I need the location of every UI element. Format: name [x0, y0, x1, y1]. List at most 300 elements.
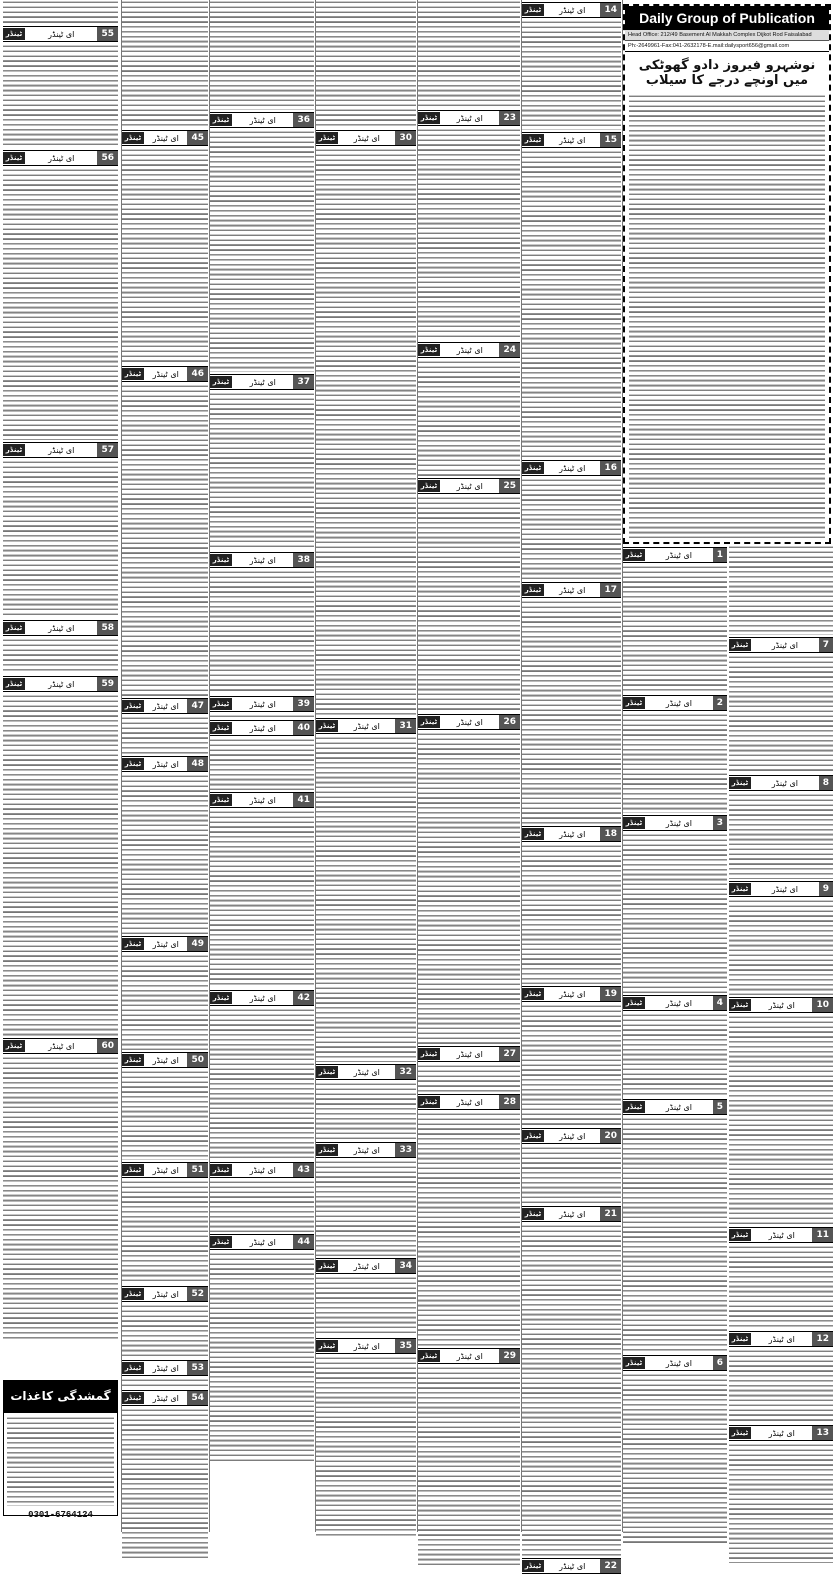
body-text-block — [418, 1112, 520, 1346]
tender-tag: ٹینڈر — [316, 1144, 338, 1156]
tender-number: 48 — [187, 757, 208, 771]
body-text-block — [3, 460, 118, 618]
tender-header — [3, 676, 118, 692]
tender-tag: ٹینڈر — [210, 376, 232, 388]
body-text-block — [729, 793, 833, 879]
tender-header-title: ای ٹینڈر — [152, 1055, 179, 1065]
body-text-block — [122, 1180, 208, 1284]
tender-header — [210, 374, 314, 390]
tender-header-title: ای ٹینڈر — [48, 445, 75, 455]
body-text-block — [522, 150, 621, 458]
tender-tag: ٹینڈر — [418, 1048, 440, 1060]
contact-line: Ph:-2649961-Fax:041-2632178-E.mail:dailysport656@gmail.com — [625, 41, 829, 52]
body-text-block — [3, 638, 118, 674]
tender-header — [122, 698, 208, 714]
tender-tag: ٹینڈر — [418, 1096, 440, 1108]
body-text-block — [623, 1013, 727, 1097]
tender-header-title: ای ٹینڈر — [152, 369, 179, 379]
tender-number: 33 — [395, 1143, 416, 1157]
tender-header-title: ای ٹینڈر — [48, 679, 75, 689]
body-text-block — [729, 1015, 833, 1225]
tender-header — [316, 130, 416, 146]
tender-header — [418, 1348, 520, 1364]
tender-number: 44 — [293, 1235, 314, 1249]
tender-tag: ٹینڈر — [729, 777, 751, 789]
tender-header — [522, 986, 621, 1002]
tender-header-title: ای ٹینڈر — [249, 1165, 276, 1175]
tender-number: 15 — [600, 133, 621, 147]
tender-number: 57 — [97, 443, 118, 457]
body-text-block — [316, 1276, 416, 1336]
tender-header-title: ای ٹینڈر — [353, 1145, 380, 1155]
body-text-block — [418, 0, 520, 108]
body-text-block — [210, 0, 314, 110]
body-text-block — [210, 570, 314, 694]
tender-header — [522, 1206, 621, 1222]
tender-header-title: ای ٹینڈر — [249, 555, 276, 565]
tender-number: 50 — [187, 1053, 208, 1067]
tender-header — [522, 132, 621, 148]
tender-number: 43 — [293, 1163, 314, 1177]
tender-tag: ٹینڈر — [3, 622, 25, 634]
tender-header — [522, 1558, 621, 1574]
body-text-block — [522, 844, 621, 984]
tender-tag: ٹینڈر — [3, 678, 25, 690]
tender-header-title: ای ٹینڈر — [559, 5, 586, 15]
tender-header-title: ای ٹینڈر — [249, 115, 276, 125]
tender-tag: ٹینڈر — [418, 1350, 440, 1362]
tender-header — [729, 1425, 833, 1441]
body-text-block — [418, 732, 520, 1044]
tender-header-title: ای ٹینڈر — [665, 818, 692, 828]
body-text-block — [522, 478, 621, 580]
tender-tag: ٹینڈر — [623, 1357, 645, 1369]
tender-number: 30 — [395, 131, 416, 145]
tender-tag: ٹینڈر — [210, 554, 232, 566]
tender-number: 18 — [600, 827, 621, 841]
body-text-block — [522, 1004, 621, 1126]
tender-tag: ٹینڈر — [522, 584, 544, 596]
tender-number: 12 — [812, 1332, 833, 1346]
tender-header — [3, 26, 118, 42]
body-text-block — [629, 94, 825, 538]
tender-header-title: ای ٹینڈر — [152, 1393, 179, 1403]
tender-tag: ٹینڈر — [522, 4, 544, 16]
body-text-block — [210, 1252, 314, 1462]
tender-header — [729, 997, 833, 1013]
body-text-block — [122, 954, 208, 1050]
tender-header-title: ای ٹینڈر — [559, 1209, 586, 1219]
body-text-block — [122, 716, 208, 754]
tender-tag: ٹینڈر — [210, 794, 232, 806]
tender-header — [316, 1064, 416, 1080]
tender-tag: ٹینڈر — [522, 828, 544, 840]
column-5 — [417, 0, 520, 1532]
tender-tag: ٹینڈر — [522, 134, 544, 146]
tender-header-title: ای ٹینڈر — [768, 1334, 795, 1344]
tender-number: 34 — [395, 1259, 416, 1273]
body-text-block — [122, 1304, 208, 1358]
tender-header — [122, 366, 208, 382]
tender-number: 55 — [97, 27, 118, 41]
tender-number: 27 — [499, 1047, 520, 1061]
tender-number: 40 — [293, 721, 314, 735]
body-text-block — [418, 128, 520, 340]
tender-tag: ٹینڈر — [122, 1054, 144, 1066]
tender-tag: ٹینڈر — [522, 1208, 544, 1220]
tender-header — [522, 582, 621, 598]
body-text-block — [729, 1349, 833, 1423]
tender-tag: ٹینڈر — [522, 462, 544, 474]
tender-number: 56 — [97, 151, 118, 165]
tender-number: 36 — [293, 113, 314, 127]
tender-number: 16 — [600, 461, 621, 475]
tender-header-title: ای ٹینڈر — [559, 585, 586, 595]
tender-header-title: ای ٹینڈر — [48, 1041, 75, 1051]
tender-number: 47 — [187, 699, 208, 713]
lead-article — [629, 94, 825, 538]
tender-header — [418, 1046, 520, 1062]
tender-tag: ٹینڈر — [122, 1164, 144, 1176]
tender-number: 39 — [293, 697, 314, 711]
tender-header — [418, 342, 520, 358]
tender-header — [3, 442, 118, 458]
tender-number: 51 — [187, 1163, 208, 1177]
tender-tag: ٹینڈر — [122, 368, 144, 380]
tender-header — [623, 1099, 727, 1115]
tender-header-title: ای ٹینڈر — [353, 721, 380, 731]
body-text-block — [210, 810, 314, 988]
tender-header — [210, 696, 314, 712]
tender-tag: ٹینڈر — [122, 938, 144, 950]
tender-number: 3 — [713, 816, 727, 830]
tender-number: 49 — [187, 937, 208, 951]
tender-tag: ٹینڈر — [122, 132, 144, 144]
tender-header-title: ای ٹینڈر — [559, 1561, 586, 1571]
body-text-block — [210, 130, 314, 372]
tender-tag: ٹینڈر — [623, 1101, 645, 1113]
tender-header — [623, 995, 727, 1011]
tender-number: 41 — [293, 793, 314, 807]
body-text-block — [122, 1408, 208, 1558]
tender-number: 29 — [499, 1349, 520, 1363]
column-6 — [521, 0, 621, 1571]
tender-tag: ٹینڈر — [210, 992, 232, 1004]
tender-header — [210, 112, 314, 128]
body-text-block — [316, 736, 416, 1062]
tender-number: 2 — [713, 696, 727, 710]
tender-header-title: ای ٹینڈر — [768, 1428, 795, 1438]
tender-header-title: ای ٹینڈر — [48, 29, 75, 39]
tender-tag: ٹینڈر — [122, 1362, 144, 1374]
tender-header-title: ای ٹینڈر — [456, 1097, 483, 1107]
masthead — [623, 4, 831, 544]
body-text-block — [3, 1056, 118, 1341]
tender-tag: ٹینڈر — [418, 112, 440, 124]
body-text-block — [623, 713, 727, 813]
tender-header — [729, 775, 833, 791]
tender-number: 59 — [97, 677, 118, 691]
tender-number: 24 — [499, 343, 520, 357]
tender-tag: ٹینڈر — [522, 988, 544, 1000]
tender-header-title: ای ٹینڈر — [152, 701, 179, 711]
tender-header — [522, 460, 621, 476]
body-text-block — [316, 0, 416, 128]
tender-header — [729, 881, 833, 897]
tender-number: 23 — [499, 111, 520, 125]
tender-tag: ٹینڈر — [729, 1229, 751, 1241]
tender-header-title: ای ٹینڈر — [152, 1363, 179, 1373]
tender-header-title: ای ٹینڈر — [665, 1102, 692, 1112]
tender-number: 7 — [819, 638, 833, 652]
column-3 — [209, 0, 314, 1532]
tender-header — [418, 478, 520, 494]
tender-tag: ٹینڈر — [623, 817, 645, 829]
tender-number: 38 — [293, 553, 314, 567]
tender-header-title: ای ٹینڈر — [353, 1067, 380, 1077]
tender-tag: ٹینڈر — [3, 1040, 25, 1052]
body-text-block — [418, 496, 520, 712]
tender-header — [122, 1390, 208, 1406]
tender-header — [3, 1038, 118, 1054]
tender-header-title: ای ٹینڈر — [771, 884, 798, 894]
tender-header — [729, 1331, 833, 1347]
tender-tag: ٹینڈر — [3, 444, 25, 456]
body-text-block — [729, 1245, 833, 1329]
body-text-block — [3, 694, 118, 1036]
column-4 — [315, 0, 416, 1532]
tender-header — [316, 718, 416, 734]
tender-header — [210, 1162, 314, 1178]
tender-header — [210, 720, 314, 736]
tender-header — [316, 1142, 416, 1158]
body-text-block — [522, 1146, 621, 1204]
tender-tag: ٹینڈر — [210, 698, 232, 710]
tender-header-title: ای ٹینڈر — [665, 698, 692, 708]
tender-header-title: ای ٹینڈر — [152, 1289, 179, 1299]
tender-header — [122, 1286, 208, 1302]
tender-number: 1 — [713, 548, 727, 562]
tender-tag: ٹینڈر — [122, 1288, 144, 1300]
tender-tag: ٹینڈر — [210, 114, 232, 126]
tender-number: 52 — [187, 1287, 208, 1301]
tender-number: 5 — [713, 1100, 727, 1114]
tender-tag: ٹینڈر — [418, 716, 440, 728]
body-text-block — [210, 392, 314, 550]
body-text-block — [418, 1366, 520, 1566]
tender-header — [418, 110, 520, 126]
tender-number: 8 — [819, 776, 833, 790]
tender-tag: ٹینڈر — [316, 720, 338, 732]
tender-number: 4 — [713, 996, 727, 1010]
tender-header — [122, 1052, 208, 1068]
body-text-block — [316, 1082, 416, 1140]
tender-number: 17 — [600, 583, 621, 597]
tender-tag: ٹینڈر — [729, 1333, 751, 1345]
tender-tag: ٹینڈر — [729, 883, 751, 895]
tender-tag: ٹینڈر — [316, 1340, 338, 1352]
tender-header-title: ای ٹینڈر — [456, 1351, 483, 1361]
tender-number: 45 — [187, 131, 208, 145]
tender-header — [418, 714, 520, 730]
body-text-block — [3, 44, 118, 148]
tender-header-title: ای ٹینڈر — [152, 759, 179, 769]
body-text-block — [623, 1373, 727, 1543]
tender-number: 21 — [600, 1207, 621, 1221]
tender-number: 53 — [187, 1361, 208, 1375]
tender-tag: ٹینڈر — [522, 1560, 544, 1572]
tender-header — [122, 756, 208, 772]
tender-header-title: ای ٹینڈر — [249, 993, 276, 1003]
tender-number: 31 — [395, 719, 416, 733]
tender-number: 6 — [713, 1356, 727, 1370]
tender-number: 14 — [600, 3, 621, 17]
missing-documents-title: گمشدگی کاغذات — [3, 1380, 118, 1412]
body-text-block — [316, 1160, 416, 1256]
tender-header — [316, 1338, 416, 1354]
tender-header-title: ای ٹینڈر — [152, 1165, 179, 1175]
tender-tag: ٹینڈر — [122, 1392, 144, 1404]
tender-header — [210, 990, 314, 1006]
tender-header — [122, 1360, 208, 1376]
body-text-block — [418, 1064, 520, 1092]
tender-tag: ٹینڈر — [316, 132, 338, 144]
tender-header-title: ای ٹینڈر — [353, 1261, 380, 1271]
office-address: Head Office: 212/49 Basement Al Makkah Complex Dijkot Rod Faisalabad — [625, 30, 829, 41]
tender-number: 11 — [812, 1228, 833, 1242]
tender-header-title: ای ٹینڈر — [768, 1230, 795, 1240]
missing-documents-phone: 0301-6764124 — [28, 1510, 93, 1520]
tender-tag: ٹینڈر — [316, 1260, 338, 1272]
tender-number: 37 — [293, 375, 314, 389]
tender-header — [122, 130, 208, 146]
tender-header — [623, 695, 727, 711]
body-text-block — [522, 600, 621, 824]
tender-header-title: ای ٹینڈر — [665, 1358, 692, 1368]
publication-title: Daily Group of Publication — [625, 6, 829, 30]
tender-header — [623, 815, 727, 831]
body-text-block — [729, 1443, 833, 1563]
tender-tag: ٹینڈر — [623, 997, 645, 1009]
tender-tag: ٹینڈر — [418, 480, 440, 492]
tender-header-title: ای ٹینڈر — [456, 1049, 483, 1059]
body-text-block — [418, 360, 520, 476]
body-text-block — [522, 1224, 621, 1556]
body-text-block — [316, 148, 416, 716]
tender-number: 26 — [499, 715, 520, 729]
tender-header-title: ای ٹینڈر — [48, 623, 75, 633]
tender-header-title: ای ٹینڈر — [48, 153, 75, 163]
tender-header-title: ای ٹینڈر — [559, 1131, 586, 1141]
body-text-block — [316, 1356, 416, 1536]
tender-tag: ٹینڈر — [623, 549, 645, 561]
tender-number: 54 — [187, 1391, 208, 1405]
body-text-block — [122, 0, 208, 128]
tender-tag: ٹینڈر — [316, 1066, 338, 1078]
tender-header-title: ای ٹینڈر — [249, 1237, 276, 1247]
body-text-block — [3, 0, 118, 24]
tender-tag: ٹینڈر — [122, 758, 144, 770]
body-text-block — [522, 20, 621, 130]
tender-number: 20 — [600, 1129, 621, 1143]
tender-header — [3, 620, 118, 636]
tender-tag: ٹینڈر — [3, 28, 25, 40]
tender-header — [623, 547, 727, 563]
body-text-block — [3, 168, 118, 440]
tender-header-title: ای ٹینڈر — [353, 133, 380, 143]
tender-tag: ٹینڈر — [418, 344, 440, 356]
tender-tag: ٹینڈر — [3, 152, 25, 164]
tender-header — [210, 1234, 314, 1250]
tender-tag: ٹینڈر — [210, 722, 232, 734]
tender-header-title: ای ٹینڈر — [456, 113, 483, 123]
body-text-block — [729, 545, 833, 635]
column-2 — [121, 0, 208, 1532]
body-text-block — [729, 655, 833, 773]
tender-number: 58 — [97, 621, 118, 635]
tender-header — [122, 936, 208, 952]
tender-header — [522, 826, 621, 842]
tender-tag: ٹینڈر — [623, 697, 645, 709]
body-text-block — [623, 833, 727, 993]
tender-header-title: ای ٹینڈر — [249, 795, 276, 805]
tender-header — [316, 1258, 416, 1274]
tender-header-title: ای ٹینڈر — [771, 640, 798, 650]
body-text-block — [623, 1117, 727, 1353]
tender-header — [623, 1355, 727, 1371]
tender-number: 19 — [600, 987, 621, 1001]
tender-header-title: ای ٹینڈر — [456, 481, 483, 491]
tender-header-title: ای ٹینڈر — [456, 345, 483, 355]
body-text-block — [122, 384, 208, 696]
body-text-block — [7, 1416, 114, 1506]
tender-header-title: ای ٹینڈر — [152, 939, 179, 949]
tender-number: 32 — [395, 1065, 416, 1079]
body-text-block — [623, 565, 727, 693]
body-text-block — [210, 1008, 314, 1160]
body-text-block — [729, 899, 833, 995]
tender-tag: ٹینڈر — [522, 1130, 544, 1142]
tender-tag: ٹینڈر — [729, 1427, 751, 1439]
tender-header-title: ای ٹینڈر — [152, 133, 179, 143]
tender-header-title: ای ٹینڈر — [768, 1000, 795, 1010]
missing-documents-notice — [3, 1412, 118, 1516]
tender-header-title: ای ٹینڈر — [249, 723, 276, 733]
lead-headline: نوشہرو فیروز دادو گھوٹکی میں اونچے درجے کا سیلاب — [638, 58, 816, 88]
body-text-block — [210, 738, 314, 790]
tender-number: 13 — [812, 1426, 833, 1440]
tender-number: 22 — [600, 1559, 621, 1573]
tender-header-title: ای ٹینڈر — [249, 377, 276, 387]
body-text-block — [122, 774, 208, 934]
tender-header — [3, 150, 118, 166]
tender-header-title: ای ٹینڈر — [771, 778, 798, 788]
tender-header — [729, 1227, 833, 1243]
tender-number: 10 — [812, 998, 833, 1012]
body-text-block — [210, 1180, 314, 1232]
tender-header-title: ای ٹینڈر — [353, 1341, 380, 1351]
tender-tag: ٹینڈر — [210, 1164, 232, 1176]
body-text-block — [122, 1070, 208, 1160]
tender-header — [210, 552, 314, 568]
tender-header-title: ای ٹینڈر — [559, 989, 586, 999]
tender-tag: ٹینڈر — [210, 1236, 232, 1248]
tender-header-title: ای ٹینڈر — [665, 550, 692, 560]
tender-header — [122, 1162, 208, 1178]
tender-number: 25 — [499, 479, 520, 493]
tender-header — [729, 637, 833, 653]
tender-header-title: ای ٹینڈر — [559, 135, 586, 145]
